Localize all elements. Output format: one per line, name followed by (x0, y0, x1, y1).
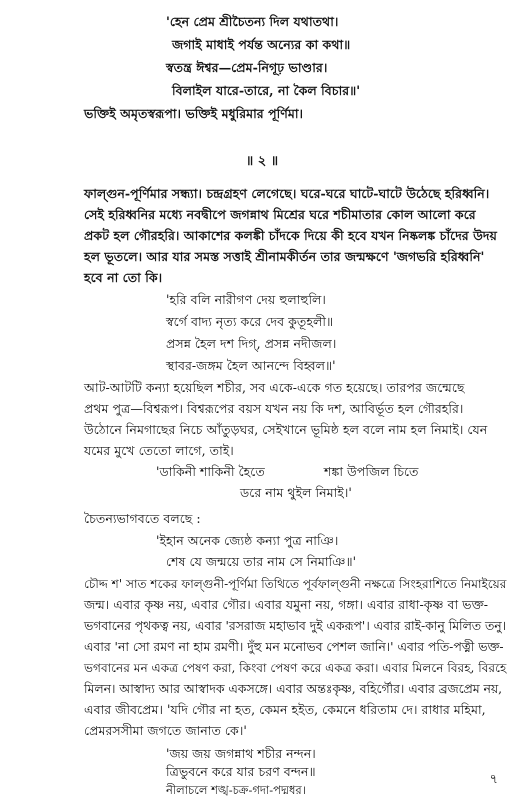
verse4-line-1: 'ইহান অনেক জ্যেষ্ঠ কন্যা পুত্র নাঞি। (156, 533, 339, 548)
para3-line-3: ভগবানের পৃথকত্ব নয়, এবার 'রসরাজ মহাভাব দুই একরূপ'। এবার রাই-কানু মিলিত তনু। (84, 619, 507, 633)
top-verse-line-4: বিলাইল যারে-তারে, না কৈল বিচার॥' (172, 83, 361, 98)
top-verse-line-3: স্বতন্ত্র ঈশ্বর—প্রেম-নিগূঢ় ভাণ্ডার। (166, 60, 328, 75)
verse4-line-2: শেষ যে জন্ময়ে তার নাম সে নিমাঞি॥' (166, 554, 357, 569)
para3-line-4: এবার 'না সো রমণ না হাম রমণী। দুঁহু মন মনোভব পেশল জানি।' এবার পতি-পত্নী ভক্ত- (84, 640, 504, 654)
para3-line-6: মিলন। আস্বাদ্য আর আস্বাদক একসঙ্গে। এবার অন্তঃকৃষ্ণ, বহির্গৌর। এবার ব্রজপ্রেম নয়, (84, 682, 503, 696)
para1-line-3: প্রকট হল গৌরহরি। আকাশের কলঙ্কী চাঁদকে দিয়ে কী হবে যখন নিষ্কলঙ্ক চাঁদের উদয় (84, 228, 497, 243)
verse3-right: শঙ্কা উপজিল চিতে (324, 464, 419, 479)
para2-line-2: প্রথম পুত্র—বিশ্বরূপ। বিশ্বরূপের বয়স যখন নয় কি দশ, আবির্ভূত হল গৌরহরি। (84, 401, 464, 416)
page-number: ৭ (489, 772, 498, 787)
verse3-line-2: ডরে নাম থুইল নিমাই।' (240, 485, 352, 500)
para3-line-8: প্রেমরসসীমা জগতে জানাত কে।' (84, 723, 247, 738)
para2-line-4: যমের মুখে তেতো লাগে, তাই। (84, 443, 234, 458)
chaitanya-intro: চৈতন্যভাগবতে বলছে : (84, 511, 201, 526)
verse2-line-4: স্থাবর-জঙ্গম হৈল আনন্দে বিহ্বল॥' (166, 358, 336, 373)
para3-line-2: জন্ম। এবার কৃষ্ণ নয়, এবার গৌর। এবার যমুনা নয়, গঙ্গা। এবার রাধা-কৃষ্ণ বা ভক্ত- (84, 597, 489, 612)
top-verse-line-2: জগাই মাধাই পর্যন্ত অন্যের কা কথা॥ (172, 37, 351, 52)
para1-line-5: হবে না তো কি। (84, 270, 163, 285)
verse2-line-2: স্বর্গে বাদ্য নৃত্য করে দেব কুতূহলী॥ (166, 314, 334, 329)
para3-line-5: ভগবানের মন একত্র পেষণ করা, কিংবা পেষণ করে একত্র করা। এবার মিলনে বিরহ, বিরহে (84, 661, 507, 675)
section-heading: ॥ ২ ॥ (245, 154, 279, 169)
para2-line-3: উঠোনে নিমগাছের নিচে আঁতুড়ঘর, সেইখানে ভূমিষ্ঠ হল বলে নাম হল নিমাই। যেন (84, 422, 488, 437)
verse3-left: 'ডাকিনী শাকিনী হৈতে (156, 464, 265, 479)
verse2-line-3: প্রসন্ন হৈল দশ দিগ্‌, প্রসন্ন নদীজল। (166, 336, 337, 351)
verse5-line-2: ত্রিভুবনে করে যার চরণ বন্দন॥ (166, 764, 316, 779)
verse5-line-3: নীলাচলে শঙ্খ-চক্র-গদা-পদ্মধর। (166, 783, 306, 797)
top-verse-line-1: 'হেন প্রেম শ্রীচৈতন্য দিল যথাতথা। (166, 14, 339, 29)
para1-line-4: হল ভূতলে। আর যার সমস্ত সত্তাই শ্রীনামকীর্তন তার জন্মক্ষণে 'জগভরি হরিধ্বনি' (84, 249, 485, 264)
para3-line-7: এবার জীবপ্রেম। 'যদি গৌর না হত, কেমন হইত, কেমনে ধরিতাম দে। রাধার মহিমা, (84, 702, 486, 717)
para3-line-1: চৌদ্দ শ' সাত শকের ফাল্গুনী-পূর্ণিমা তিথিতে পূর্বফাল্গুনী নক্ষত্রে সিংহরাশিতে নিমাইয়ের (84, 577, 507, 591)
verse2-line-1: 'হরি বলি নারীগণ দেয় হুলাহুলি। (166, 292, 326, 307)
verse5-line-1: 'জয় জয় জগন্নাথ শচীর নন্দন। (166, 746, 316, 761)
top-closing-line: ভক্তিই অমৃতস্বরূপা। ভক্তিই মধুরিমার পূর্ণিমা। (84, 106, 304, 121)
para2-line-1: আট-আটটি কন্যা হয়েছিল শচীর, সব একে-একে গত হয়েছে। তারপর জন্মেছে (84, 380, 465, 395)
para1-line-1: ফাল্গুন-পূর্ণিমার সন্ধ্যা। চন্দ্রগ্রহণ লেগেছে। ঘরে-ঘরে ঘাটে-ঘাটে উঠেছে হরিধ্বনি। (84, 186, 490, 201)
para1-line-2: সেই হরিধ্বনির মধ্যে নবদ্বীপে জগন্নাথ মিশ্রের ঘরে শচীমাতার কোল আলো করে (84, 207, 476, 222)
